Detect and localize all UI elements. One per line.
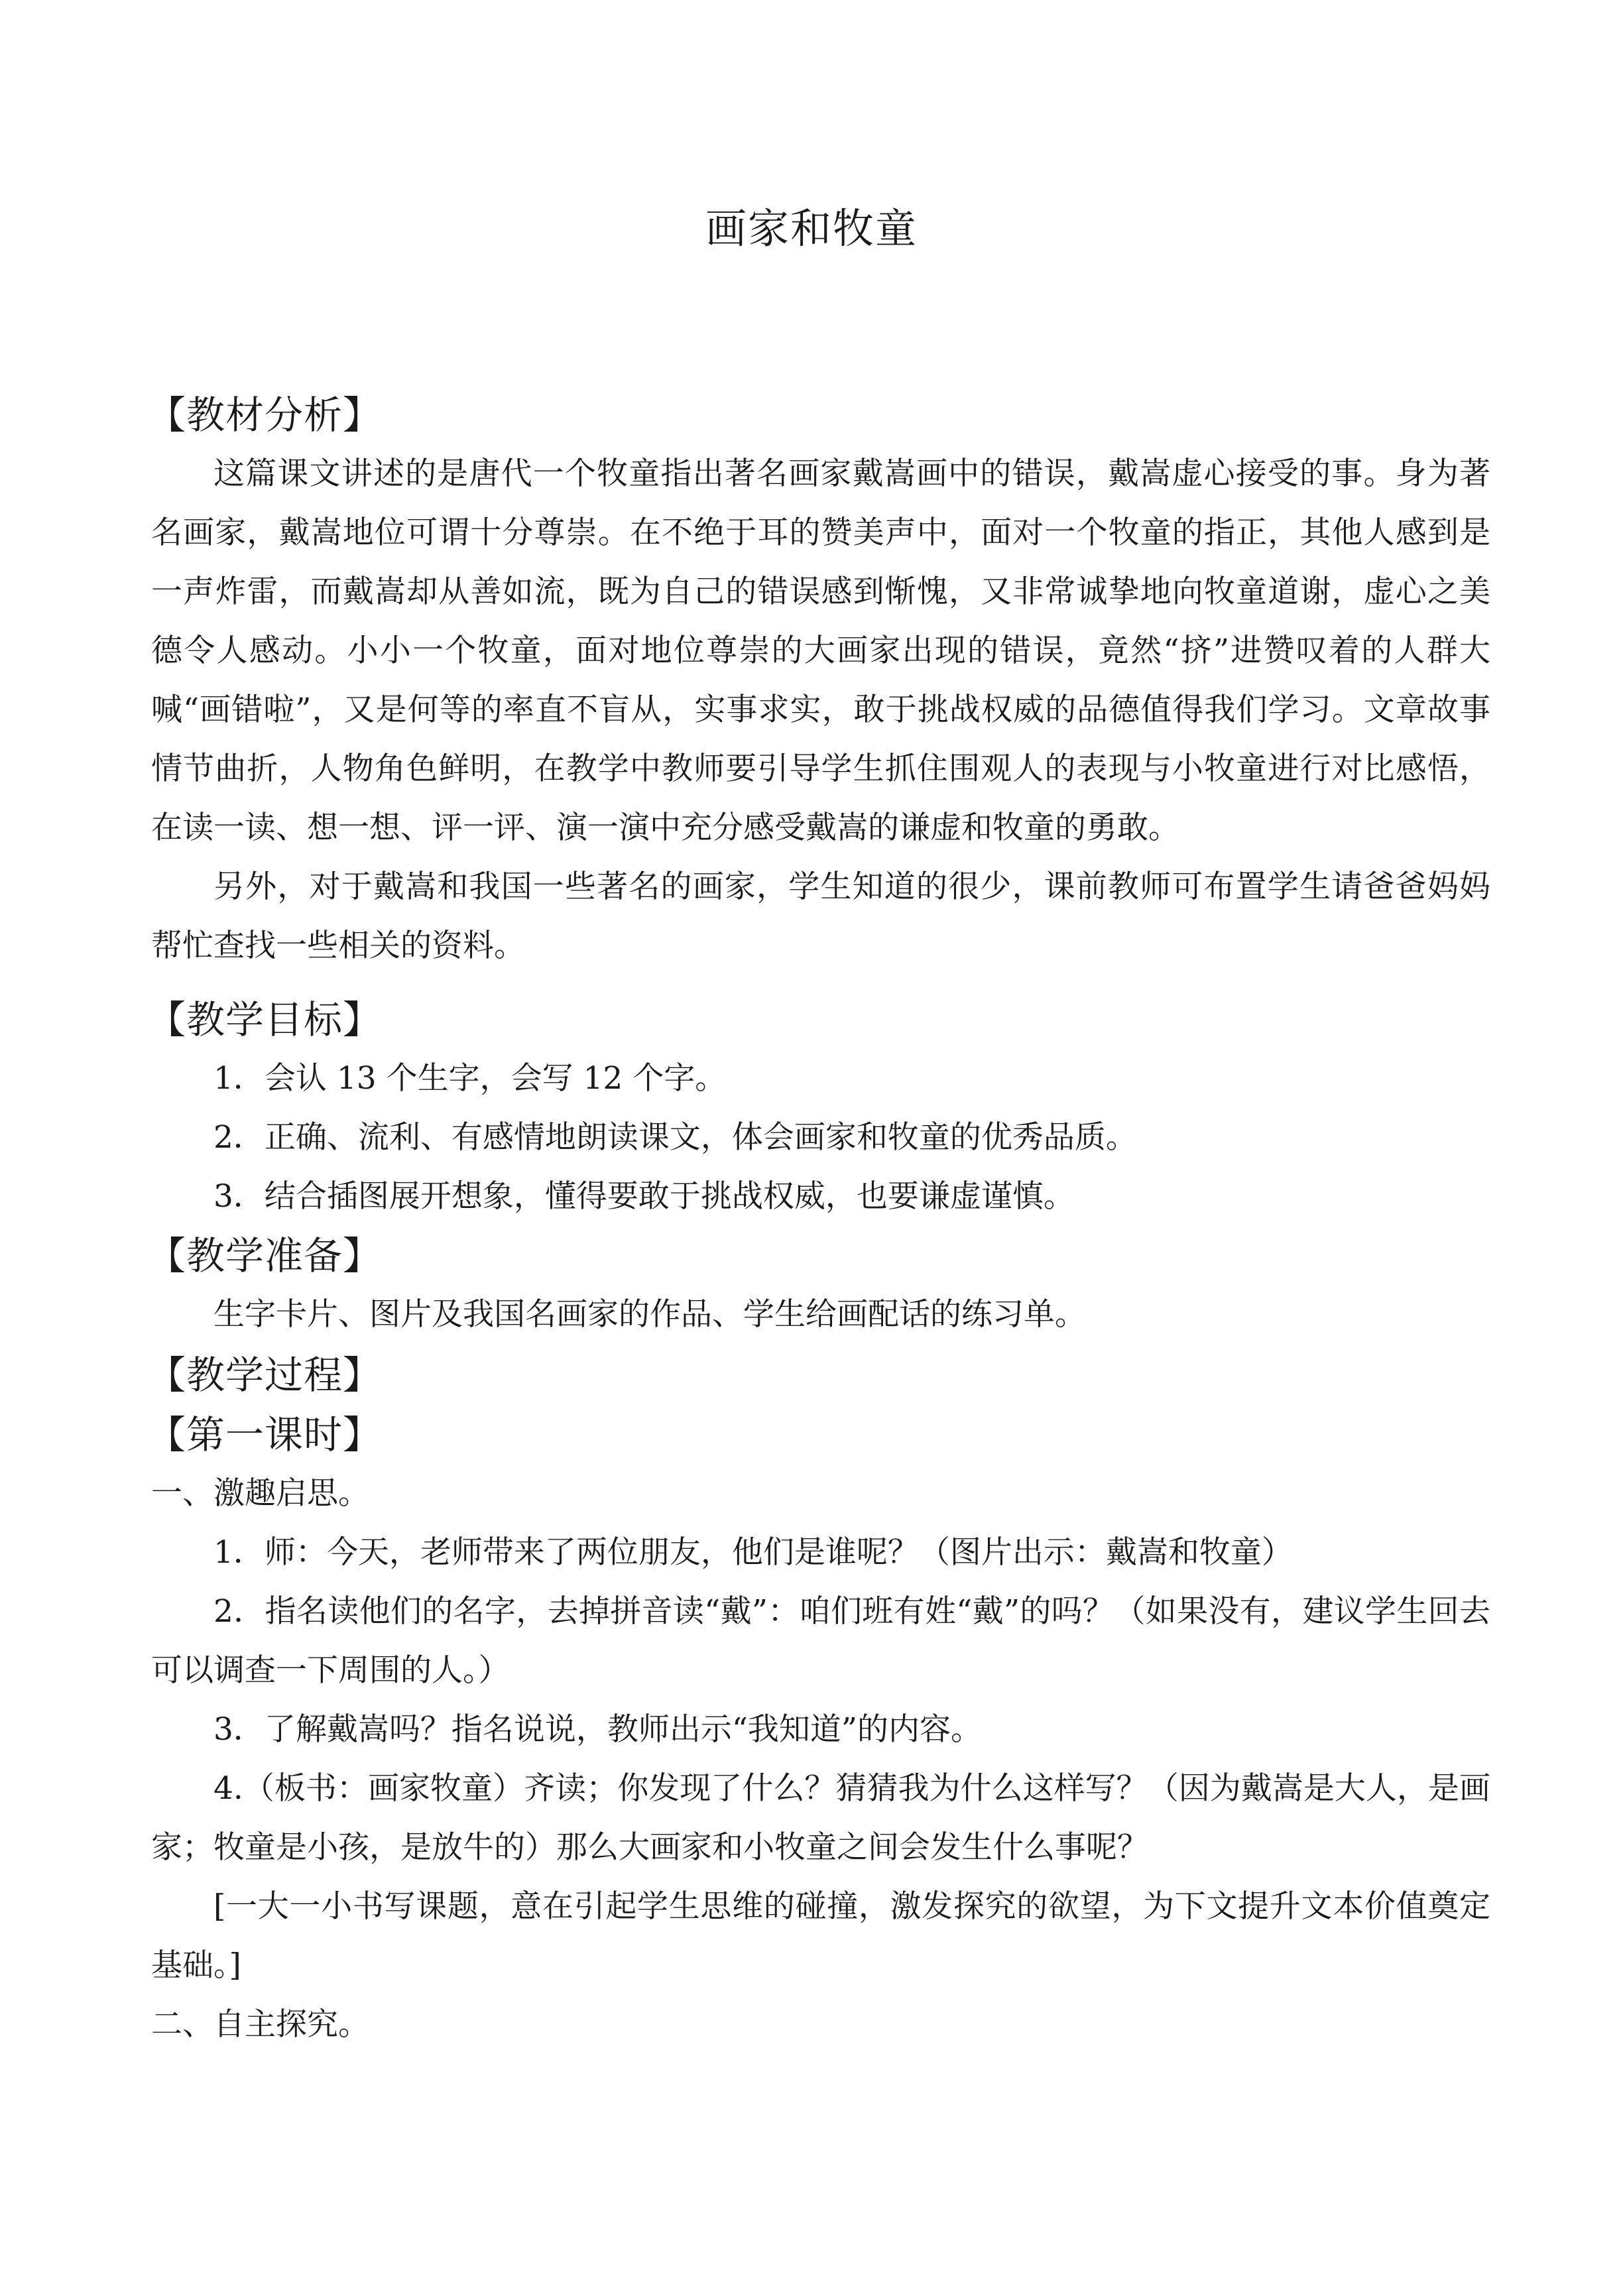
section-heading: 【第一课时】 bbox=[147, 1412, 383, 1457]
document-title: 画家和牧童 bbox=[705, 204, 918, 253]
goal-item: 3．结合插图展开想象，懂得要敢于挑战权威，也要谦虚谨慎。 bbox=[213, 1178, 1075, 1215]
section-teaching-preparation bbox=[147, 1227, 1490, 1344]
section-heading: 【教材分析】 bbox=[147, 393, 383, 438]
lesson-step: 4.（板书：画家牧童）齐读；你发现了什么？猜猜我为什么这样写？（因为戴嵩是大人，是画家；牧童是小孩，是放牛的）那么大画家和小牧童之间会发生什么事呢？ bbox=[151, 1770, 1490, 1866]
section-heading: 【教学准备】 bbox=[147, 1233, 383, 1278]
section-teaching-goals bbox=[147, 991, 1490, 1226]
analysis-paragraph: 这篇课文讲述的是唐代一个牧童指出著名画家戴嵩画中的错误，戴嵩虚心接受的事。身为著名画家，戴嵩地位可谓十分尊崇。在不绝于耳的赞美声中，面对一个牧童的指正，其他人感到是一声炸雷，而戴嵩却从善如流，既为自己的错误感到惭愧，又非常诚挚地向牧童道谢，虚心之美德令人感动。小小一个牧童，面对地位尊崇的大画家出现的错误，竟然“挤”进赞叹着的人群大喊“画错啦”，又是何等的率直不盲从，实事求实，敢于挑战权威的品德值得我们学习。文章故事情节曲折，人物角色鲜明，在教学中教师要引导学生抓住围观人的表现与小牧童进行对比感悟，在读一读、想一想、评一评、演一演中充分感受戴嵩的谦虚和牧童的勇敢。 bbox=[151, 455, 1490, 846]
analysis-paragraph: 另外，对于戴嵩和我国一些著名的画家，学生知道的很少，课前教师可布置学生请爸爸妈妈帮忙查找一些相关的资料。 bbox=[151, 869, 1490, 964]
goal-item: 2．正确、流利、有感情地朗读课文，体会画家和牧童的优秀品质。 bbox=[213, 1119, 1137, 1156]
section-heading: 【教学过程】 bbox=[147, 1353, 383, 1398]
lesson-note: [一大一小书写课题，意在引起学生思维的碰撞，激发探究的欲望，为下文提升文本价值奠定基础。] bbox=[151, 1888, 1490, 1984]
section-first-lesson bbox=[147, 1406, 1490, 2054]
preparation-text: 生字卡片、图片及我国名画家的作品、学生给画配话的练习单。 bbox=[213, 1296, 1086, 1333]
lesson-step: 3．了解戴嵩吗？指名说说，教师出示“我知道”的内容。 bbox=[213, 1711, 982, 1748]
lesson-step: 2．指名读他们的名字，去掉拼音读“戴”：咱们班有姓“戴”的吗？（如果没有，建议学生回去可以调查一下周围的人。） bbox=[151, 1593, 1490, 1689]
goal-item: 1．会认 13 个生字，会写 12 个字。 bbox=[213, 1060, 727, 1097]
section-heading: 【教学目标】 bbox=[147, 997, 383, 1042]
section-material-analysis bbox=[147, 386, 1490, 975]
section-teaching-process bbox=[147, 1346, 1490, 1404]
part-heading: 一、激趣启思。 bbox=[151, 1475, 369, 1512]
part-heading: 二、自主探究。 bbox=[151, 2006, 369, 2043]
lesson-step: 1．师：今天，老师带来了两位朋友，他们是谁呢？（图片出示：戴嵩和牧童） bbox=[213, 1534, 1293, 1571]
